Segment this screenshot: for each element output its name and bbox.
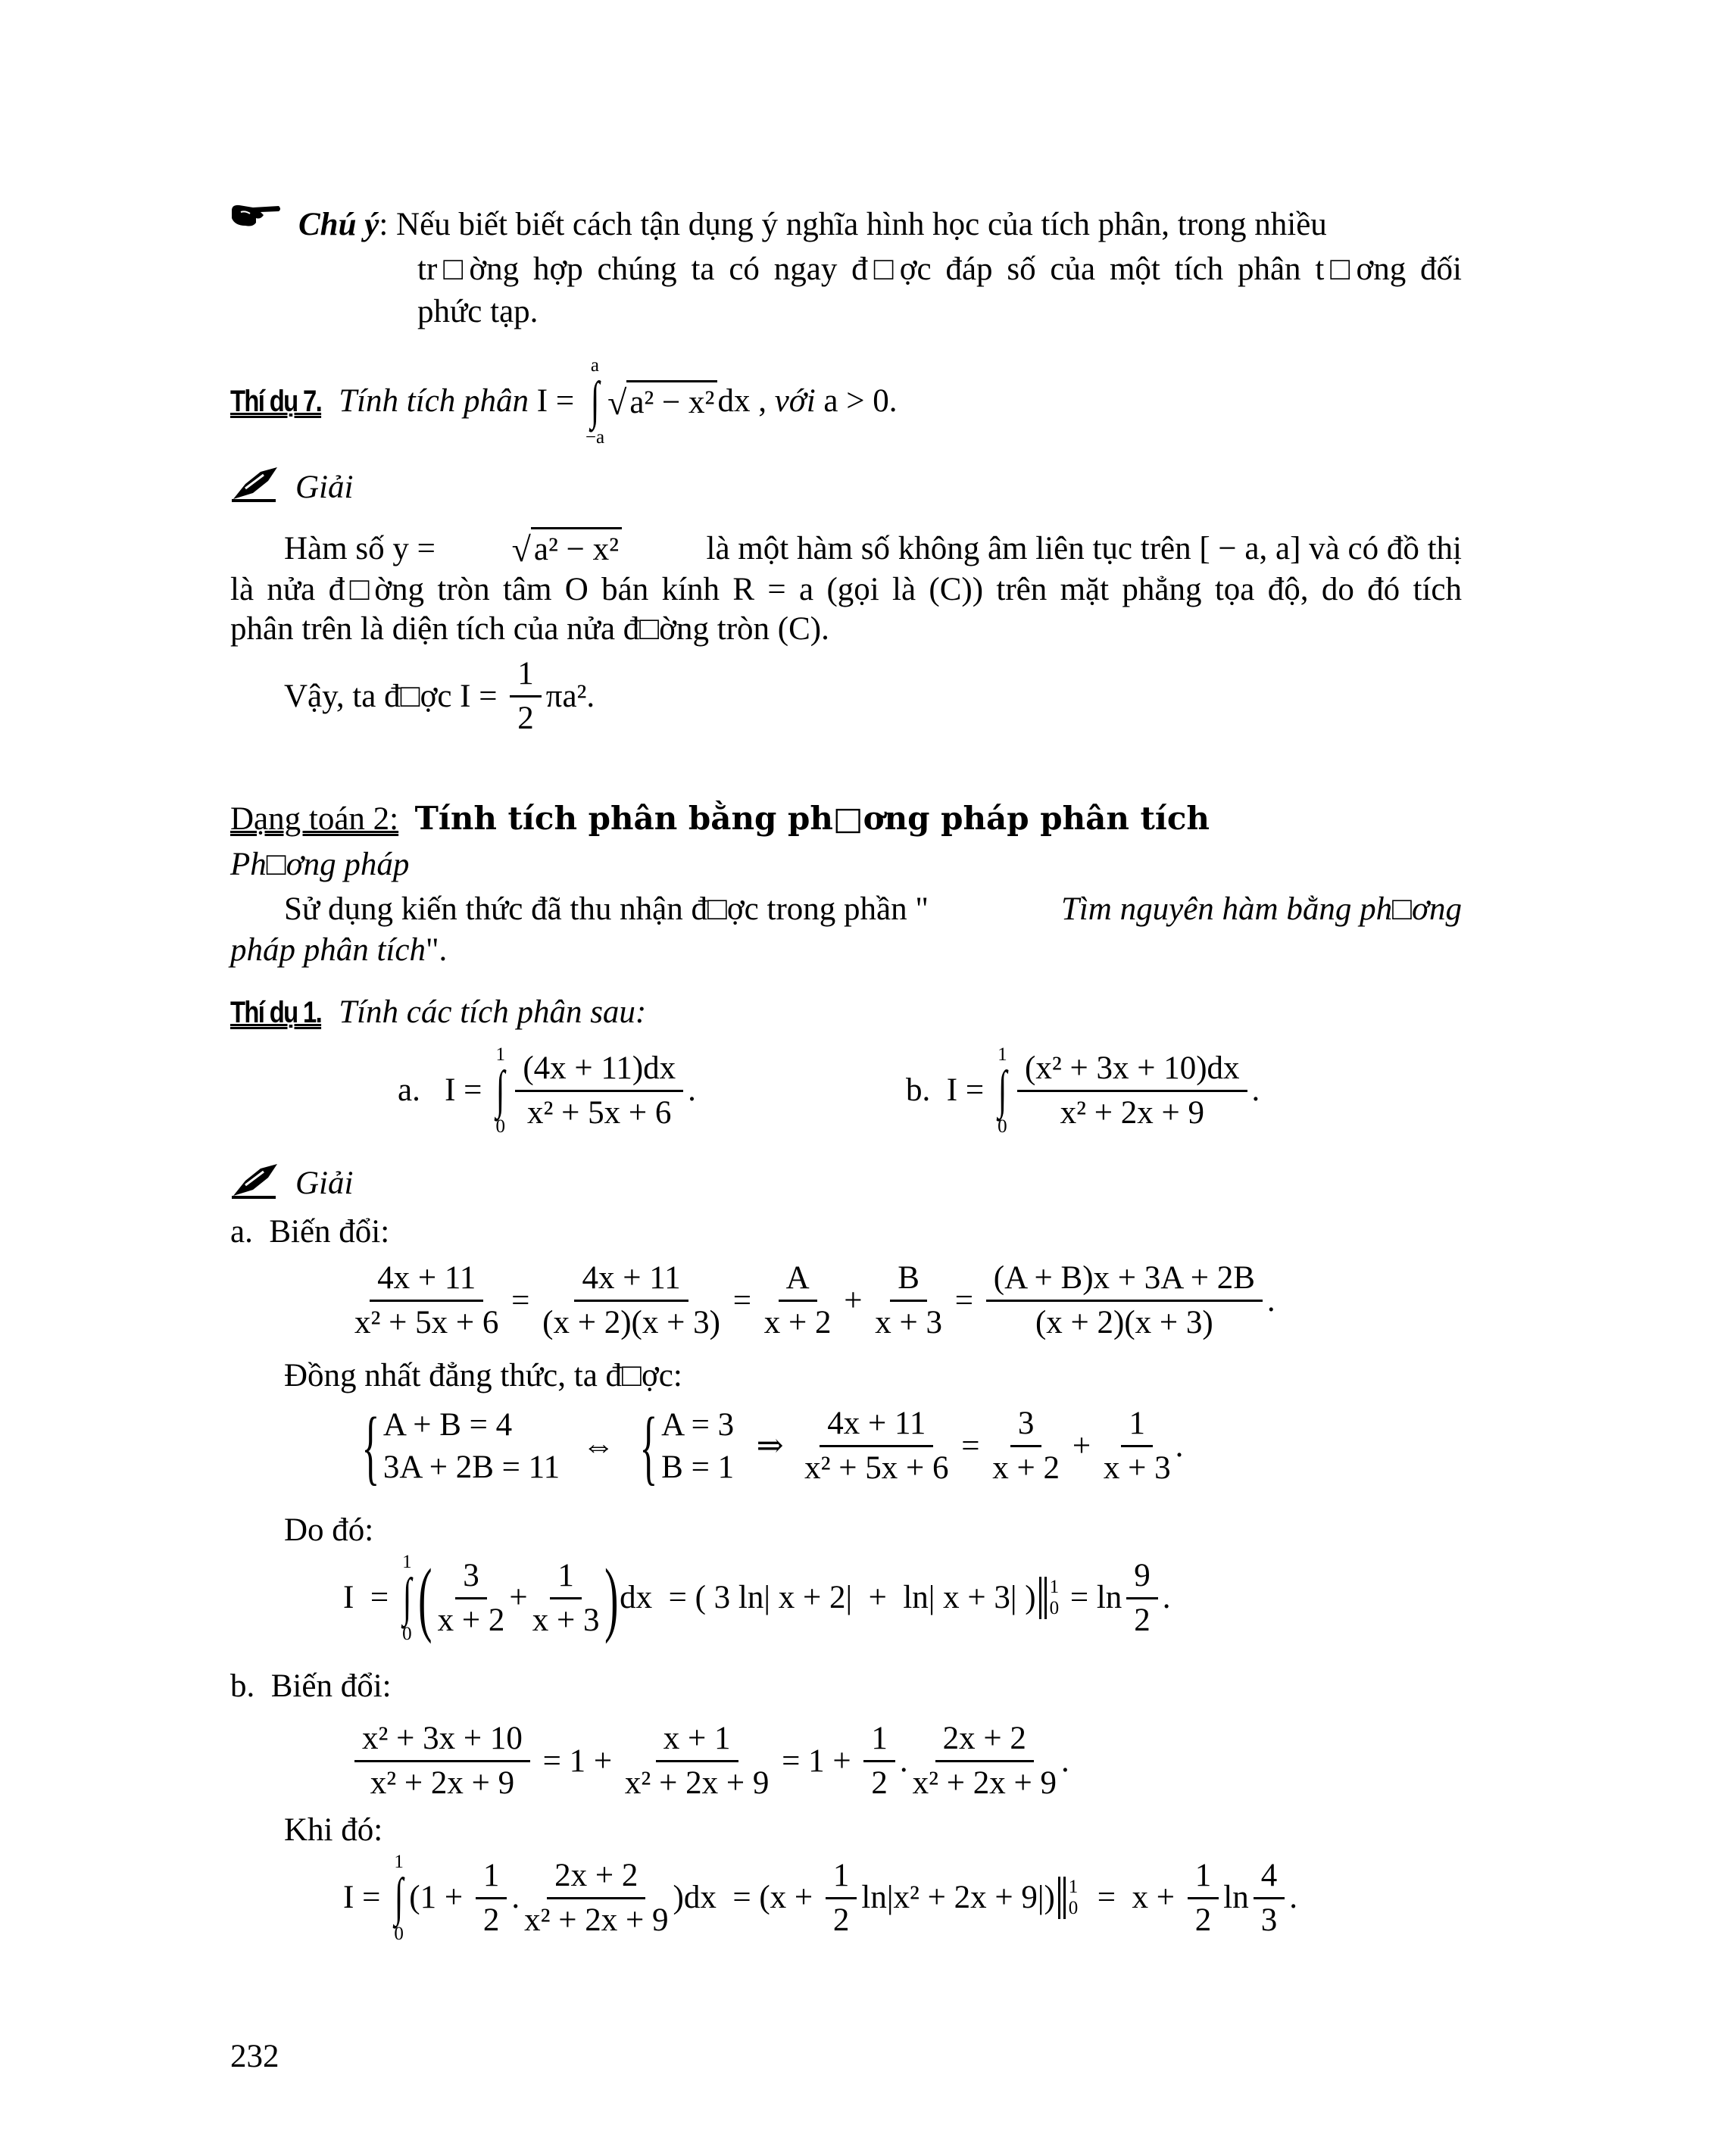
method-paragraph-line-1 [284, 889, 1462, 930]
math-text: )dx = (x + [673, 1880, 821, 1915]
math-text: dx , [717, 383, 775, 419]
numerator: 4x + 11 [820, 1403, 933, 1447]
numerator: (4x + 11)dx [515, 1047, 683, 1092]
math-text: . [1251, 1072, 1260, 1108]
fraction [913, 1718, 1057, 1805]
upper-limit: 1 [998, 1044, 1007, 1065]
fraction [1126, 1555, 1158, 1642]
math-text: . [1175, 1428, 1184, 1464]
method-heading: Ph□ơng pháp [230, 847, 410, 882]
denominator: x² + 2x + 9 [624, 1765, 770, 1801]
equation-decomposition-a [350, 1257, 1275, 1344]
solution-7-line-3: phân trên là diện tích của nửa đ□ờng tròn (C). [230, 611, 829, 647]
fraction [986, 1257, 1263, 1344]
system-lines [661, 1404, 734, 1489]
radicand: √ a² − x² [531, 527, 622, 570]
lower-limit: 0 [495, 1116, 505, 1137]
example-1-text: Tính các tích phân sau: [330, 994, 647, 1030]
math-text: = 1 + [534, 1743, 620, 1779]
fraction [764, 1257, 832, 1344]
denominator: 2 [517, 701, 534, 736]
math-text: ln [1223, 1880, 1249, 1915]
numerator: A [779, 1257, 817, 1302]
fraction [1254, 1855, 1285, 1942]
denominator: 3 [1260, 1902, 1278, 1938]
math-text: + [509, 1580, 528, 1615]
solution-7-conclusion [284, 653, 595, 740]
numerator: 9 [1126, 1555, 1158, 1599]
math-text: . [688, 1072, 696, 1108]
upper-limit: 1 [1049, 1577, 1060, 1597]
method-reference: Tìm nguyên hàm bằng ph□ơng [1060, 891, 1462, 927]
vertical-bar-icon [1039, 1577, 1047, 1619]
math-text: + [1064, 1428, 1099, 1464]
fraction [438, 1555, 505, 1642]
denominator: 2 [1134, 1602, 1151, 1638]
math-text: . [1289, 1880, 1297, 1915]
upper-limit: 1 [495, 1044, 505, 1065]
lower-limit: −a [585, 427, 605, 448]
math-text: Tính tích phân [330, 383, 537, 419]
note-line-2: tr□ờng hợp chúng ta có ngay đ□ợc đáp số của một tích phân t□ơng đối [417, 251, 1462, 287]
part-b-text: Biến đổi: [270, 1668, 392, 1704]
method-reference-end: pháp phân tích [230, 932, 426, 968]
math-text: a. I = [398, 1072, 491, 1108]
upper-limit: a [590, 355, 600, 376]
math-text: dx = ( 3 ln| x + 2| + ln| x + 3| ) [620, 1580, 1036, 1615]
equation-system [345, 1403, 1183, 1490]
numerator: 3 [1010, 1403, 1042, 1447]
numerator: (x² + 3x + 10)dx [1017, 1047, 1247, 1092]
math-text: πa². [545, 678, 595, 714]
fraction [524, 1855, 668, 1942]
numerator: (A + B)x + 3A + 2B [986, 1257, 1263, 1302]
evaluation-limits [1050, 1577, 1060, 1619]
denominator: x² + 5x + 6 [354, 1305, 499, 1340]
writing-hand-icon [230, 466, 280, 502]
integral-sign [995, 1045, 1010, 1136]
part-a-text: Biến đổi: [269, 1214, 390, 1250]
math-text: I = [536, 383, 582, 419]
numerator: 4x + 11 [370, 1257, 483, 1302]
left-brace-icon [640, 1405, 658, 1488]
math-text: = x + [1081, 1880, 1183, 1915]
integral-symbol-icon [493, 1064, 507, 1117]
denominator: 2 [871, 1765, 888, 1801]
evaluation-bar [1058, 1877, 1079, 1919]
math-text: = [953, 1428, 988, 1464]
fraction [1104, 1403, 1171, 1490]
denominator: x + 2 [992, 1450, 1060, 1486]
denominator: 2 [832, 1902, 850, 1938]
numerator: 1 [1188, 1855, 1219, 1899]
math-text: . [1266, 1282, 1275, 1318]
part-b-heading [230, 1666, 392, 1707]
math-text: Vậy, ta đ□ợc I = [284, 678, 506, 714]
lower-limit: 0 [402, 1624, 412, 1644]
math-text: với [774, 383, 816, 419]
left-brace-icon [362, 1405, 380, 1488]
numerator: 1 [550, 1555, 582, 1599]
fraction [354, 1257, 498, 1344]
evaluation-limits [1069, 1877, 1079, 1919]
math-text: b. I = [906, 1072, 992, 1108]
math-text: . [511, 1880, 520, 1915]
math-text: ln|x² + 2x + 9|) [861, 1880, 1055, 1915]
solution-7-heading: Giải [295, 470, 354, 505]
denominator: x + 2 [437, 1602, 505, 1638]
denominator: (x + 2)(x + 3) [542, 1305, 720, 1340]
example-7 [230, 356, 898, 447]
numerator: x² + 3x + 10 [354, 1718, 530, 1762]
denominator: 2 [1194, 1902, 1212, 1938]
math-text: ⇒ [740, 1428, 801, 1464]
integral-symbol-icon [392, 1871, 406, 1924]
part-b-label: b. [230, 1668, 255, 1704]
denominator: x² + 2x + 9 [1060, 1094, 1204, 1131]
part-a-heading [230, 1212, 389, 1253]
big-parenthesis: ) [604, 1552, 619, 1644]
vertical-bar-icon [1058, 1877, 1066, 1919]
equation-decomposition-b [350, 1718, 1069, 1805]
fraction [1188, 1855, 1219, 1942]
pointing-hand-icon [230, 203, 282, 229]
solution-7-line-1 [284, 527, 1462, 570]
numerator: 2x + 2 [547, 1855, 645, 1899]
integral-symbol-icon [995, 1064, 1010, 1117]
example-1 [230, 992, 646, 1033]
numerator: 1 [826, 1855, 857, 1899]
part-a-label: a. [230, 1214, 253, 1250]
numerator: 3 [455, 1555, 487, 1599]
identity-text: Đồng nhất đẳng thức, ta đ□ợc: [284, 1358, 682, 1393]
denominator: x² + 2x + 9 [912, 1765, 1057, 1801]
note-line-3: phức tạp. [417, 294, 539, 329]
denominator: x + 3 [1103, 1450, 1171, 1486]
math-text: I = [343, 1580, 397, 1615]
denominator: x² + 2x + 9 [370, 1765, 515, 1801]
section-heading [230, 798, 1210, 840]
fraction [875, 1257, 942, 1344]
numerator: 4 [1254, 1855, 1285, 1899]
writing-hand-icon [230, 1162, 280, 1199]
example-1-label: Thí dụ 1. [230, 996, 322, 1029]
integral-sign [400, 1553, 414, 1643]
math-text: (1 + [409, 1880, 471, 1915]
math-text: ⇔ [566, 1428, 623, 1464]
integral-sign [392, 1852, 406, 1943]
numerator: 4x + 11 [574, 1257, 688, 1302]
then-text: Khi đó: [284, 1812, 383, 1848]
math-text: Hàm số y = [284, 530, 444, 566]
note-line-1 [298, 204, 1462, 245]
math-text: . [1162, 1580, 1171, 1615]
equation-result-a [343, 1553, 1171, 1643]
math-text: . [899, 1743, 908, 1779]
lower-limit: 0 [1049, 1598, 1060, 1618]
numerator: B [890, 1257, 927, 1302]
lower-limit: 0 [998, 1116, 1007, 1137]
numerator: 1 [476, 1855, 507, 1899]
radicand: √ a² − x² [626, 380, 717, 423]
square-root [607, 380, 717, 423]
math-text: a > 0. [815, 383, 898, 419]
math-text: = ln [1062, 1580, 1122, 1615]
math-text: = [724, 1282, 760, 1318]
fraction [532, 1555, 600, 1642]
therefore-text: Do đó: [284, 1512, 374, 1548]
fraction [992, 1403, 1060, 1490]
page-number: 232 [230, 2039, 279, 2074]
method-text: Sử dụng kiến thức đã thu nhận đ□ợc trong phần " [284, 891, 929, 927]
denominator: x² + 2x + 9 [524, 1902, 669, 1938]
fraction [863, 1718, 895, 1805]
example-7-statement [330, 356, 897, 447]
method-text-end: ". [425, 932, 448, 968]
system-equation: 3A + 2B = 11 [382, 1449, 560, 1485]
upper-limit: 1 [1068, 1877, 1079, 1897]
integral-symbol-icon [400, 1571, 414, 1624]
math-text: là một hàm số không âm liên tục trên [ − a, a] và có đồ thị [690, 530, 1462, 566]
system-equation: B = 1 [661, 1449, 735, 1485]
lower-limit: 0 [394, 1924, 404, 1944]
note-label: Chú ý [298, 207, 379, 242]
numerator: 1 [1121, 1403, 1153, 1447]
fraction [804, 1403, 948, 1490]
fraction [476, 1855, 507, 1942]
denominator: 2 [482, 1902, 500, 1938]
method-paragraph-line-2 [230, 930, 447, 971]
example-7-label: Thí dụ 7. [230, 385, 322, 418]
fraction [1017, 1047, 1247, 1134]
big-parenthesis: ( [418, 1552, 432, 1644]
equation-system-brace [351, 1404, 560, 1489]
math-text: + [835, 1282, 871, 1318]
fraction [354, 1718, 530, 1805]
integral-sign [585, 356, 604, 447]
denominator: x + 3 [875, 1305, 943, 1340]
math-text: = [503, 1282, 539, 1318]
numerator: 2x + 2 [935, 1718, 1034, 1762]
denominator: x + 3 [532, 1602, 600, 1638]
numerator: x + 1 [656, 1718, 738, 1762]
evaluation-bar [1039, 1577, 1060, 1619]
math-text: = [947, 1282, 982, 1318]
fraction [515, 1047, 683, 1134]
square-root [512, 527, 622, 570]
integral-symbol-icon [588, 375, 602, 428]
math-text: . [1061, 1743, 1069, 1779]
fraction [826, 1855, 857, 1942]
system-lines [383, 1404, 560, 1489]
equation-result-b [343, 1852, 1297, 1943]
solution-1-heading: Giải [295, 1166, 354, 1201]
example-1-part-a [398, 1045, 696, 1136]
fraction [510, 653, 542, 740]
note-text: : Nếu biết biết cách tận dụng ý nghĩa hình học của tích phân, trong nhiều [379, 207, 1327, 242]
upper-limit: 1 [394, 1852, 404, 1872]
denominator: x² + 5x + 6 [527, 1094, 672, 1131]
upper-limit: 1 [402, 1552, 412, 1572]
denominator: x + 2 [763, 1305, 832, 1340]
system-equation: A = 3 [661, 1406, 735, 1443]
math-text: = 1 + [773, 1743, 860, 1779]
numerator: 1 [510, 653, 542, 697]
math-text: I = [343, 1880, 389, 1915]
integral-sign [493, 1045, 507, 1136]
example-1-part-b [906, 1045, 1260, 1136]
denominator: (x + 2)(x + 3) [1035, 1305, 1213, 1340]
numerator: 1 [863, 1718, 895, 1762]
fraction [625, 1718, 769, 1805]
fraction [542, 1257, 720, 1344]
denominator: x² + 5x + 6 [804, 1450, 949, 1486]
equation-system-brace [629, 1404, 734, 1489]
solution-7-line-2: là nửa đ□ờng tròn tâm O bán kính R = a (gọi là (C)) trên mặt phẳng tọa độ, do đó tích [230, 572, 1462, 607]
lower-limit: 0 [1068, 1898, 1079, 1918]
section-title: Tính tích phân bằng ph□ơng pháp phân tích [414, 800, 1210, 837]
system-equation: A + B = 4 [382, 1406, 513, 1443]
section-label: Dạng toán 2: [230, 801, 399, 837]
